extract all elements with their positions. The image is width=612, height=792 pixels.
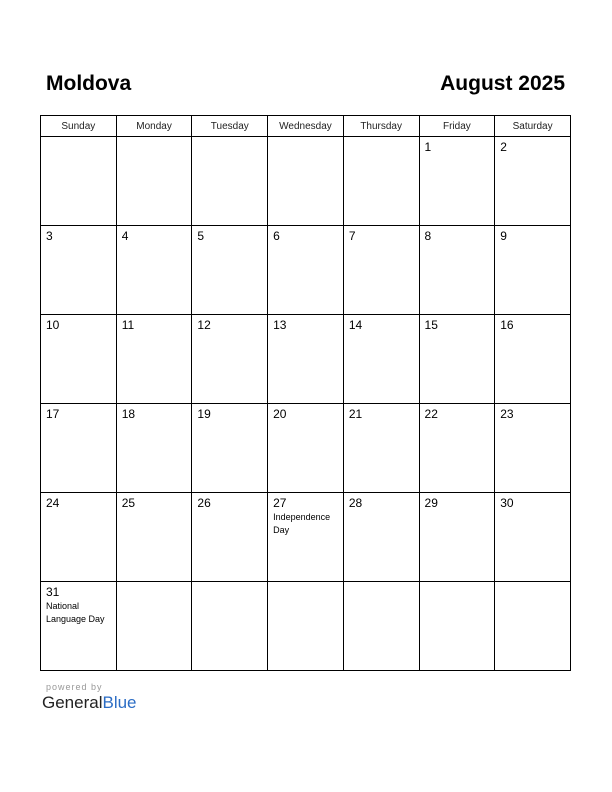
- day-cell: [41, 493, 117, 582]
- day-cell: [268, 493, 344, 582]
- week-row: [41, 315, 571, 404]
- day-cell: [41, 137, 117, 226]
- day-cell: [116, 315, 192, 404]
- day-cell: [192, 493, 268, 582]
- calendar-grid: [40, 115, 571, 671]
- day-cell: [192, 137, 268, 226]
- weekday-header: Sunday: [41, 116, 117, 137]
- week-row: [41, 226, 571, 315]
- day-cell: [419, 404, 495, 493]
- week-row: [41, 582, 571, 671]
- day-cell: [419, 137, 495, 226]
- day-cell: [192, 315, 268, 404]
- day-number: [344, 137, 419, 140]
- day-number: [344, 582, 419, 585]
- day-cell: [495, 137, 571, 226]
- day-number: [192, 582, 267, 585]
- day-cell: [343, 404, 419, 493]
- weekday-header: Saturday: [495, 116, 571, 137]
- day-number: 17: [46, 407, 60, 421]
- day-cell: [268, 137, 344, 226]
- day-cell: [116, 137, 192, 226]
- country-title: Moldova: [46, 72, 132, 95]
- day-cell: [268, 315, 344, 404]
- day-number: 13: [273, 318, 287, 332]
- day-cell: [343, 226, 419, 315]
- day-number: 1: [424, 140, 432, 154]
- day-cell: [343, 493, 419, 582]
- day-cell: [268, 582, 344, 671]
- day-cell: [495, 582, 571, 671]
- day-cell: [343, 315, 419, 404]
- day-number: 28: [348, 496, 363, 510]
- day-number: 7: [348, 229, 356, 243]
- day-number: 10: [46, 318, 60, 332]
- week-row: [41, 493, 571, 582]
- month-title: August 2025: [440, 72, 565, 95]
- day-cell: [495, 226, 571, 315]
- day-cell: [41, 404, 117, 493]
- day-number: 3: [46, 229, 53, 243]
- day-number: 2: [500, 140, 507, 154]
- day-number: 29: [424, 496, 438, 510]
- day-cell: [192, 226, 268, 315]
- day-cell: [419, 582, 495, 671]
- day-number: 25: [121, 496, 136, 510]
- day-number: 23: [500, 407, 514, 421]
- day-cell: [116, 404, 192, 493]
- day-number: 21: [348, 407, 363, 421]
- week-row: [41, 404, 571, 493]
- day-number: 12: [197, 318, 211, 332]
- day-number: 8: [424, 229, 432, 243]
- holiday-label: Independence Day: [273, 512, 331, 535]
- day-cell: [41, 582, 117, 671]
- day-number: 11: [121, 318, 135, 332]
- day-cell: [419, 315, 495, 404]
- weekday-header: Friday: [419, 116, 495, 137]
- day-number: 24: [46, 496, 60, 510]
- day-number: 22: [424, 407, 438, 421]
- day-number: 31: [46, 585, 60, 599]
- day-number: 4: [121, 229, 129, 243]
- day-number: 15: [424, 318, 438, 332]
- day-cell: [116, 226, 192, 315]
- day-cell: [268, 226, 344, 315]
- day-cell: [343, 137, 419, 226]
- weekday-header: Wednesday: [268, 116, 344, 137]
- brand-blue-text: Blue: [102, 693, 137, 712]
- day-number: 16: [500, 318, 514, 332]
- day-cell: [495, 404, 571, 493]
- day-cell: [419, 226, 495, 315]
- day-cell: [41, 226, 117, 315]
- day-cell: [268, 404, 344, 493]
- weekday-header: Tuesday: [192, 116, 268, 137]
- day-number: 20: [273, 407, 287, 421]
- day-cell: [419, 493, 495, 582]
- day-number: 26: [197, 496, 211, 510]
- generalblue-logo[interactable]: [42, 693, 137, 713]
- day-number: 14: [348, 318, 363, 332]
- day-number: 6: [273, 229, 280, 243]
- brand-general-text: General: [42, 693, 103, 712]
- week-row: [41, 137, 571, 226]
- day-number: [41, 137, 116, 140]
- weekday-header-row: [41, 116, 571, 137]
- weekday-header: Monday: [116, 116, 192, 137]
- day-number: [268, 582, 343, 585]
- day-number: [420, 582, 495, 585]
- day-cell: [192, 582, 268, 671]
- weekday-header: Thursday: [343, 116, 419, 137]
- day-cell: [495, 315, 571, 404]
- day-number: 9: [500, 229, 507, 243]
- day-number: 30: [500, 496, 514, 510]
- day-number: 27: [273, 496, 287, 510]
- day-number: 19: [197, 407, 211, 421]
- holiday-label: National Language Day: [46, 601, 105, 624]
- day-cell: [495, 493, 571, 582]
- day-number: 5: [197, 229, 205, 243]
- day-number: [268, 137, 343, 140]
- day-number: [192, 137, 267, 140]
- day-number: 18: [121, 407, 136, 421]
- day-cell: [116, 582, 192, 671]
- day-cell: [116, 493, 192, 582]
- day-cell: [192, 404, 268, 493]
- day-cell: [343, 582, 419, 671]
- day-number: [495, 582, 570, 585]
- day-number: [117, 582, 192, 585]
- day-number: [117, 137, 192, 140]
- powered-by-text: powered by: [46, 682, 103, 692]
- day-cell: [41, 315, 117, 404]
